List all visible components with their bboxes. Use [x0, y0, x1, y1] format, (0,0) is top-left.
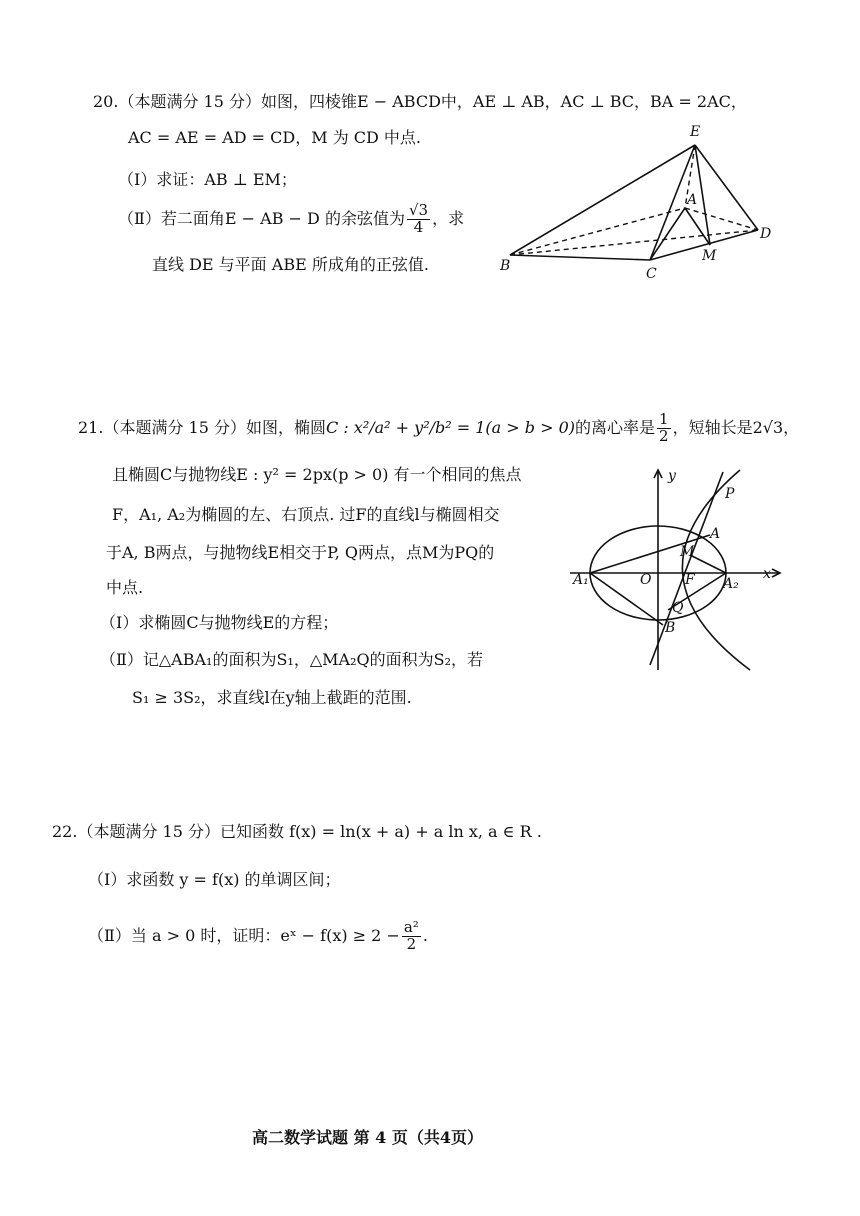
q22-frac-num: a² [403, 918, 419, 936]
q21-label-Q: Q [672, 600, 684, 616]
q21-label-B: B [665, 620, 676, 636]
q22-frac-den: 2 [406, 934, 417, 953]
q20-part2-text: （Ⅱ）若二面角E − AB − D 的余弦值为 [118, 208, 405, 228]
q20-part1: （Ⅰ）求证：AB ⊥ EM； [118, 170, 297, 189]
q21-ellipse-figure [565, 460, 790, 680]
q20-label-C: C [646, 266, 657, 282]
q20-label-B: B [500, 258, 511, 274]
q21-line4: 于A, B两点，与抛物线E相交于P, Q两点，点M为PQ的 [106, 543, 495, 562]
q20-pyramid-figure [490, 120, 790, 285]
q20-label-M: M [702, 248, 717, 264]
q21-ecc-den: 2 [659, 426, 669, 445]
q22-part2-text: （Ⅱ）当 a > 0 时，证明：eˣ − f(x) ≥ 2 − [88, 925, 400, 945]
q21-part2: （Ⅱ）记△ABA₁的面积为S₁，△MA₂Q的面积为S₂，若 [100, 650, 483, 669]
q21-line1-text: 21.（本题满分 15 分）如图，椭圆 [78, 417, 326, 437]
q21-part2-line2: S₁ ≥ 3S₂，求直线l在y轴上截距的范围. [132, 688, 412, 707]
q20-part2-tail: ，求 [432, 208, 465, 228]
q22-line1: 22.（本题满分 15 分）已知函数 f(x) = ln(x + a) + a ln x, a ∈ R . [52, 822, 542, 841]
q21-label-P: P [725, 486, 735, 502]
q21-line1 [78, 412, 799, 445]
q20-line2: AC = AE = AD = CD，M 为 CD 中点. [128, 128, 422, 147]
q21-label-F: F [685, 572, 695, 588]
q20-label-D: D [760, 226, 772, 242]
q21-label-A2: A₂ [723, 576, 739, 592]
q21-line2: 且椭圆C与抛物线E : y² = 2px(p > 0) 有一个相同的焦点 [112, 465, 522, 484]
q20-cos-den: 4 [413, 217, 424, 236]
q22-fraction [402, 920, 421, 953]
q21-label-M: M [680, 544, 695, 560]
q22-part1: （Ⅰ）求函数 y = f(x) 的单调区间； [88, 870, 341, 889]
q20-line1: 20.（本题满分 15 分）如图，四棱锥E − ABCD中，AE ⊥ AB，AC ⊥ BC，BA = 2AC， [93, 92, 747, 111]
q21-ecc-num: 1 [659, 410, 669, 428]
q21-label-y: y [668, 468, 676, 484]
q21-label-x: x [763, 566, 771, 582]
page-footer: 高二数学试题 第 4 页（共4页） [252, 1128, 483, 1147]
q20-cos-num: √3 [408, 201, 429, 219]
q20-part2-line2: 直线 DE 与平面 ABE 所成角的正弦值. [152, 255, 429, 274]
q21-label-O: O [640, 572, 652, 588]
q21-line1-mid: 的离心率是 [575, 417, 656, 437]
q20-cos-fraction [407, 203, 430, 236]
q21-line3: F，A₁, A₂为椭圆的左、右顶点. 过F的直线l与椭圆相交 [112, 505, 500, 524]
q22-part2-end: . [422, 925, 428, 945]
q21-label-A1: A₁ [573, 572, 589, 588]
q21-eccentricity-fraction [657, 412, 671, 445]
q20-part2 [118, 203, 464, 236]
q21-part1: （Ⅰ）求椭圆C与抛物线E的方程； [100, 613, 339, 632]
q20-label-E: E [690, 124, 701, 140]
q22-part2 [88, 920, 428, 953]
q21-label-A: A [710, 526, 721, 542]
q21-line5: 中点. [106, 578, 144, 597]
q21-line1-tail: ，短轴长是2√3， [672, 417, 800, 437]
q20-label-A: A [687, 192, 698, 208]
q21-ellipse-equation: C : x²/a² + y²/b² = 1(a > b > 0) [325, 417, 576, 437]
